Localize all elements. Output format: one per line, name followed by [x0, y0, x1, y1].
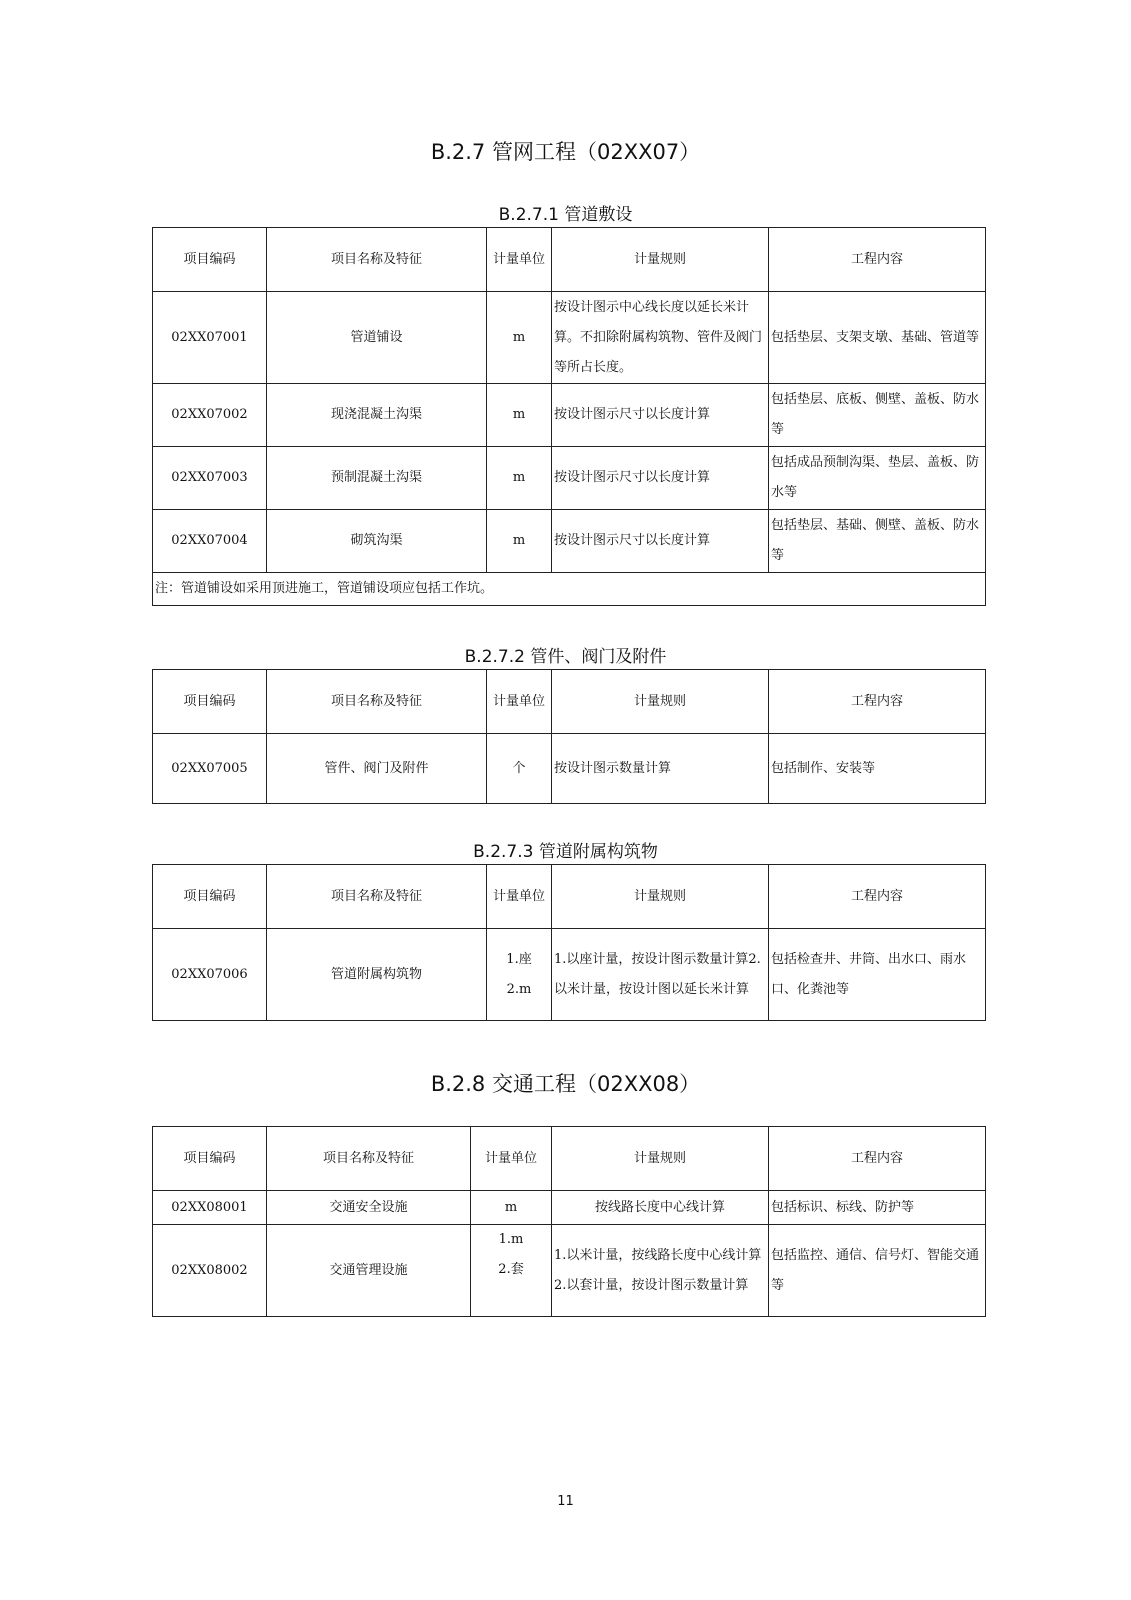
header-unit: 计量单位: [487, 670, 552, 734]
header-rule: 计量规则: [552, 1127, 769, 1191]
header-code: 项目编码: [153, 228, 267, 292]
item-unit-option: 2.m: [506, 981, 532, 997]
item-code: 02XX07004: [153, 510, 267, 573]
item-rule: 按设计图示尺寸以长度计算: [552, 384, 769, 447]
item-unit: 个: [487, 734, 552, 804]
table-b272-title: B.2.7.2 管件、阀门及附件: [464, 647, 667, 667]
page-number: 11: [557, 1494, 574, 1509]
item-rule: 按设计图示中心线长度以延长米计算。不扣除附属构筑物、管件及阀门等所占长度。: [552, 292, 769, 384]
item-code: 02XX08001: [153, 1191, 267, 1225]
item-rule-part: 2.以套计量，按设计图示数量计算: [554, 1277, 749, 1293]
table-header-row: [153, 1127, 986, 1191]
item-content: 包括监控、通信、信号灯、智能交通等: [769, 1225, 986, 1317]
item-content: 包括垫层、基础、侧壁、盖板、防水等: [769, 510, 986, 573]
table-row: [153, 447, 986, 510]
table-b271-title: B.2.7.1 管道敷设: [498, 205, 633, 225]
item-rule: 按设计图示尺寸以长度计算: [552, 447, 769, 510]
item-rule-part: 1.以米计量，按线路长度中心线计算: [554, 1247, 762, 1263]
header-name: 项目名称及特征: [267, 670, 487, 734]
table-header-row: [153, 670, 986, 734]
table-row: [153, 292, 986, 384]
header-rule: 计量规则: [552, 228, 769, 292]
table-row: [153, 384, 986, 447]
item-content: 包括标识、标线、防护等: [769, 1191, 986, 1225]
item-unit: m: [487, 447, 552, 510]
table-structures: [152, 864, 986, 1021]
item-content: 包括垫层、支架支墩、基础、管道等: [769, 292, 986, 384]
item-name: 管道铺设: [267, 292, 487, 384]
item-unit: m: [487, 510, 552, 573]
header-content: 工程内容: [769, 865, 986, 929]
item-name: 现浇混凝土沟渠: [267, 384, 487, 447]
header-rule: 计量规则: [552, 865, 769, 929]
section-b28-title: B.2.8 交通工程（02XX08）: [430, 1072, 701, 1096]
item-name: 管道附属构筑物: [267, 929, 487, 1021]
table-b273-title: B.2.7.3 管道附属构筑物: [473, 842, 658, 862]
table-row: [153, 510, 986, 573]
item-code: 02XX07006: [153, 929, 267, 1021]
item-rule-part: 1.以座计量，按设计图示数量计算: [554, 951, 749, 967]
item-code: 02XX08002: [153, 1225, 267, 1317]
header-unit: 计量单位: [471, 1127, 552, 1191]
item-name: 交通管理设施: [267, 1225, 471, 1317]
table-note-row: [153, 573, 986, 606]
item-unit: [487, 929, 552, 1021]
item-code: 02XX07005: [153, 734, 267, 804]
item-code: 02XX07001: [153, 292, 267, 384]
table-pipe-laying: [152, 227, 986, 606]
header-code: 项目编码: [153, 1127, 267, 1191]
table-fittings: [152, 669, 986, 804]
header-unit: 计量单位: [487, 228, 552, 292]
item-unit-option: 1.座: [506, 951, 532, 967]
item-content: 包括制作、安装等: [769, 734, 986, 804]
item-rule: [552, 1225, 769, 1317]
header-code: 项目编码: [153, 865, 267, 929]
item-name: 管件、阀门及附件: [267, 734, 487, 804]
header-code: 项目编码: [153, 670, 267, 734]
header-name: 项目名称及特征: [267, 865, 487, 929]
table-row: [153, 1191, 986, 1225]
section-b27-title: B.2.7 管网工程（02XX07）: [430, 140, 701, 164]
item-unit: m: [487, 384, 552, 447]
item-code: 02XX07002: [153, 384, 267, 447]
item-unit-option: 2.套: [498, 1262, 524, 1277]
item-name: 砌筑沟渠: [267, 510, 487, 573]
table-row: [153, 734, 986, 804]
item-unit: m: [487, 292, 552, 384]
item-unit-option: 1.m: [498, 1232, 524, 1247]
table-header-row: [153, 865, 986, 929]
item-unit: m: [471, 1191, 552, 1225]
header-name: 项目名称及特征: [267, 1127, 471, 1191]
header-content: 工程内容: [769, 1127, 986, 1191]
item-unit: [471, 1225, 552, 1317]
header-content: 工程内容: [769, 228, 986, 292]
item-rule: 按线路长度中心线计算: [552, 1191, 769, 1225]
table-row: [153, 929, 986, 1021]
item-content: 包括成品预制沟渠、垫层、盖板、防水等: [769, 447, 986, 510]
table-row: [153, 1225, 986, 1317]
table-traffic: [152, 1126, 986, 1317]
table-header-row: [153, 228, 986, 292]
item-content: 包括检查井、井筒、出水口、雨水口、化粪池等: [769, 929, 986, 1021]
header-rule: 计量规则: [552, 670, 769, 734]
item-name: 交通安全设施: [267, 1191, 471, 1225]
header-name: 项目名称及特征: [267, 228, 487, 292]
item-rule: [552, 929, 769, 1021]
item-rule-part: 2.以米计量，按设计图以延长米计算: [554, 951, 761, 997]
header-unit: 计量单位: [487, 865, 552, 929]
item-code: 02XX07003: [153, 447, 267, 510]
item-rule: 按设计图示数量计算: [552, 734, 769, 804]
item-rule: 按设计图示尺寸以长度计算: [552, 510, 769, 573]
header-content: 工程内容: [769, 670, 986, 734]
item-content: 包括垫层、底板、侧壁、盖板、防水等: [769, 384, 986, 447]
item-name: 预制混凝土沟渠: [267, 447, 487, 510]
table-note: 注：管道铺设如采用顶进施工，管道铺设项应包括工作坑。: [153, 573, 986, 606]
